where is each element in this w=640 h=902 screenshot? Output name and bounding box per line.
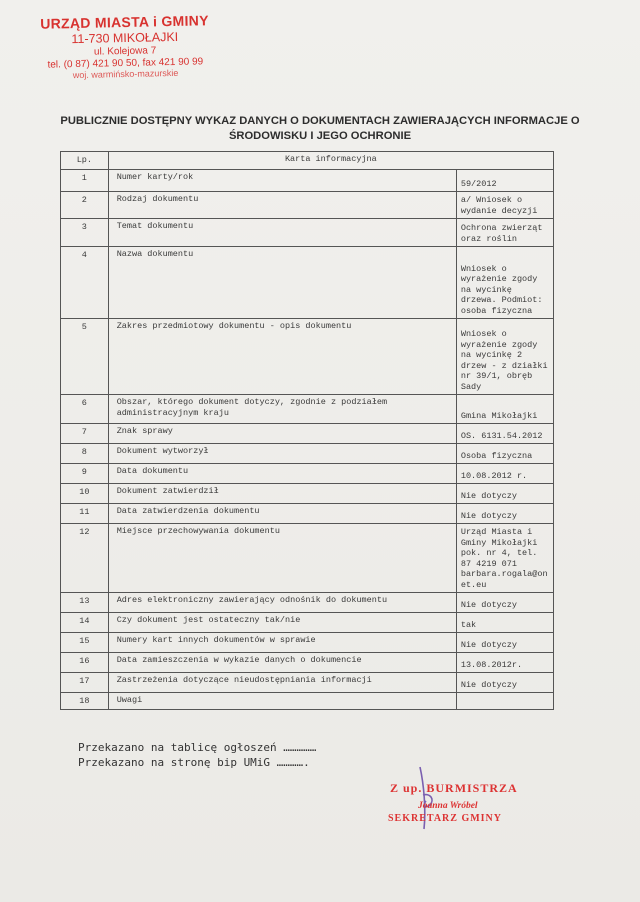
row-value: Nie dotyczy bbox=[456, 633, 553, 653]
office-stamp bbox=[29, 12, 220, 81]
row-label: Nazwa dokumentu bbox=[108, 247, 456, 319]
table-row bbox=[61, 633, 554, 653]
stamp-address: ul. Kolejowa 7 bbox=[93, 45, 157, 58]
row-number: 3 bbox=[61, 219, 109, 247]
row-label: Zastrzeżenia dotyczące nieudostępniania informacji bbox=[108, 673, 456, 693]
transfer-board-line: Przekazano na tablicę ogłoszeń …………… bbox=[78, 741, 317, 754]
table-row bbox=[61, 593, 554, 613]
table-header-row bbox=[61, 152, 554, 170]
table-row bbox=[61, 444, 554, 464]
row-number: 18 bbox=[61, 693, 109, 710]
table-row bbox=[61, 673, 554, 693]
table-row bbox=[61, 170, 554, 192]
table-row bbox=[61, 484, 554, 504]
document-heading bbox=[60, 114, 580, 144]
row-label: Zakres przedmiotowy dokumentu - opis dokumentu bbox=[108, 319, 456, 395]
row-value: Nie dotyczy bbox=[456, 484, 553, 504]
table-row bbox=[61, 192, 554, 219]
row-number: 11 bbox=[61, 504, 109, 524]
row-value: Wniosek o wyrażenie zgody na wycinkę drzewa. Podmiot: osoba fizyczna bbox=[456, 247, 553, 319]
row-number: 13 bbox=[61, 593, 109, 613]
row-label: Miejsce przechowywania dokumentu bbox=[108, 524, 456, 593]
row-value: Ochrona zwierząt oraz roślin bbox=[456, 219, 553, 247]
header-lp: Lp. bbox=[61, 152, 109, 170]
stamp-phone: tel. (0 87) 421 90 50, fax 421 90 99 bbox=[47, 56, 204, 71]
row-label: Uwagi bbox=[108, 693, 456, 710]
row-number: 10 bbox=[61, 484, 109, 504]
row-value bbox=[456, 693, 553, 710]
table-row bbox=[61, 395, 554, 424]
row-label: Obszar, którego dokument dotyczy, zgodnie z podziałem administracyjnym kraju bbox=[108, 395, 456, 424]
row-number: 7 bbox=[61, 424, 109, 444]
table-row bbox=[61, 613, 554, 633]
table-row bbox=[61, 693, 554, 710]
signature-title: SEKRETARZ GMINY bbox=[388, 813, 502, 824]
row-number: 17 bbox=[61, 673, 109, 693]
row-label: Numer karty/rok bbox=[108, 170, 456, 192]
row-label: Adres elektroniczny zawierający odnośnik do dokumentu bbox=[108, 593, 456, 613]
row-label: Data zamieszczenia w wykazie danych o dokumencie bbox=[108, 653, 456, 673]
row-value: 13.08.2012r. bbox=[456, 653, 553, 673]
row-number: 16 bbox=[61, 653, 109, 673]
table-row bbox=[61, 504, 554, 524]
row-number: 12 bbox=[61, 524, 109, 593]
header-card: Karta informacyjna bbox=[108, 152, 553, 170]
row-label: Znak sprawy bbox=[108, 424, 456, 444]
row-label: Data zatwierdzenia dokumentu bbox=[108, 504, 456, 524]
row-label: Temat dokumentu bbox=[108, 219, 456, 247]
stamp-title: URZĄD MIASTA i GMINY bbox=[40, 12, 209, 32]
table-row bbox=[61, 464, 554, 484]
row-value: OS. 6131.54.2012 bbox=[456, 424, 553, 444]
row-number: 6 bbox=[61, 395, 109, 424]
table-row bbox=[61, 219, 554, 247]
row-value: 59/2012 bbox=[456, 170, 553, 192]
table-row bbox=[61, 524, 554, 593]
row-number: 4 bbox=[61, 247, 109, 319]
stamp-province: woj. warmińsko-mazurskie bbox=[72, 67, 179, 81]
row-number: 2 bbox=[61, 192, 109, 219]
row-number: 14 bbox=[61, 613, 109, 633]
row-number: 5 bbox=[61, 319, 109, 395]
transfer-notes bbox=[78, 740, 316, 770]
row-label: Rodzaj dokumentu bbox=[108, 192, 456, 219]
signature-line-1: Z up. BURMISTRZA bbox=[390, 781, 518, 795]
table-row bbox=[61, 653, 554, 673]
row-value: 10.08.2012 r. bbox=[456, 464, 553, 484]
row-value: a/ Wniosek o wydanie decyzji bbox=[456, 192, 553, 219]
stamp-city: 11-730 MIKOŁAJKI bbox=[71, 29, 179, 47]
row-label: Dokument zatwierdził bbox=[108, 484, 456, 504]
table-row bbox=[61, 319, 554, 395]
row-label: Czy dokument jest ostateczny tak/nie bbox=[108, 613, 456, 633]
information-card-table bbox=[60, 151, 554, 710]
row-value: Osoba fizyczna bbox=[456, 444, 553, 464]
row-number: 15 bbox=[61, 633, 109, 653]
row-value: Nie dotyczy bbox=[456, 504, 553, 524]
signature-stamp bbox=[360, 755, 570, 835]
heading-line-2: ŚRODOWISKU I JEGO OCHRONIE bbox=[228, 130, 412, 142]
row-label: Data dokumentu bbox=[108, 464, 456, 484]
transfer-bip-line: Przekazano na stronę bip UMiG …………. bbox=[78, 756, 310, 769]
row-value: Nie dotyczy bbox=[456, 593, 553, 613]
row-number: 8 bbox=[61, 444, 109, 464]
row-number: 9 bbox=[61, 464, 109, 484]
row-value: Wniosek o wyrażenie zgody na wycinkę 2 drzew - z działki nr 39/1, obręb Sady bbox=[456, 319, 553, 395]
row-value: tak bbox=[456, 613, 553, 633]
row-value: Nie dotyczy bbox=[456, 673, 553, 693]
signature-name: Joanna Wróbel bbox=[418, 801, 478, 811]
row-label: Dokument wytworzył bbox=[108, 444, 456, 464]
heading-line-1: PUBLICZNIE DOSTĘPNY WYKAZ DANYCH O DOKUMENTACH ZAWIERAJĄCYCH INFORMACJE O bbox=[60, 115, 580, 127]
row-label: Numery kart innych dokumentów w sprawie bbox=[108, 633, 456, 653]
table-row bbox=[61, 424, 554, 444]
table-row bbox=[61, 247, 554, 319]
row-value: Urząd Miasta i Gminy Mikołajki pok. nr 4, tel. 87 4219 071 barbara.rogala@on et.eu bbox=[456, 524, 553, 593]
row-number: 1 bbox=[61, 170, 109, 192]
row-value: Gmina Mikołajki bbox=[456, 395, 553, 424]
